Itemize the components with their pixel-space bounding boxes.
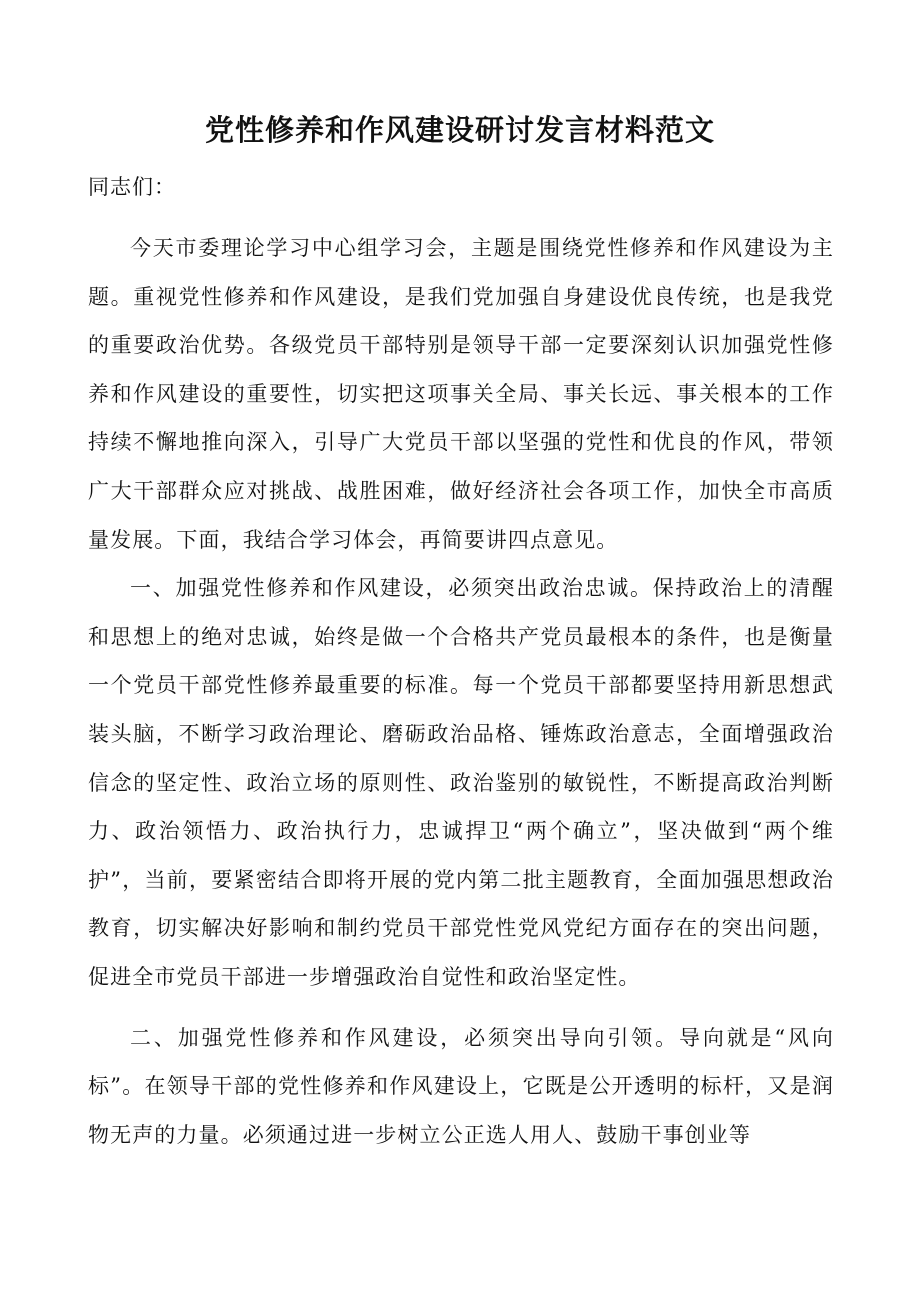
paragraph-point-two: 二、加强党性修养和作风建设，必须突出导向引领。导向就是“风向标”。在领导干部的党性修养和作风建设上，它既是公开透明的标杆，又是润物无声的力量。必须通过进一步树立公正选人用人、鼓励干事创业等 bbox=[88, 1025, 834, 1147]
document-body bbox=[88, 224, 834, 1159]
paragraph-point-one: 一、加强党性修养和作风建设，必须突出政治忠诚。保持政治上的清醒和思想上的绝对忠诚，始终是做一个合格共产党员最根本的条件，也是衡量一个党员干部党性修养最重要的标准。每一个党员干部都要坚持用新思想武装头脑，不断学习政治理论、磨砺政治品格、锤炼政治意志，全面增强政治信念的坚定性、政治立场的原则性、政治鉴别的敏锐性，不断提高政治判断力、政治领悟力、政治执行力，忠诚捍卫“两个确立”，坚决做到“两个维护”，当前，要紧密结合即将开展的党内第二批主题教育，全面加强思想政治教育，切实解决好影响和制约党员干部党性党风党纪方面存在的突出问题，促进全市党员干部进一步增强政治自觉性和政治坚定性。 bbox=[88, 576, 834, 989]
document-title: 党性修养和作风建设研讨发言材料范文 bbox=[204, 113, 715, 147]
salutation: 同志们： bbox=[88, 175, 176, 199]
paragraph-intro: 今天市委理论学习中心组学习会，主题是围绕党性修养和作风建设为主题。重视党性修养和作风建设，是我们党加强自身建设优良传统，也是我党的重要政治优势。各级党员干部特别是领导干部一定要深刻认识加强党性修养和作风建设的重要性，切实把这项事关全局、事关长远、事关根本的工作持续不懈地推向深入，引导广大党员干部以坚强的党性和优良的作风，带领广大干部群众应对挑战、战胜困难，做好经济社会各项工作，加快全市高质量发展。下面，我结合学习体会，再简要讲四点意见。 bbox=[88, 236, 834, 552]
